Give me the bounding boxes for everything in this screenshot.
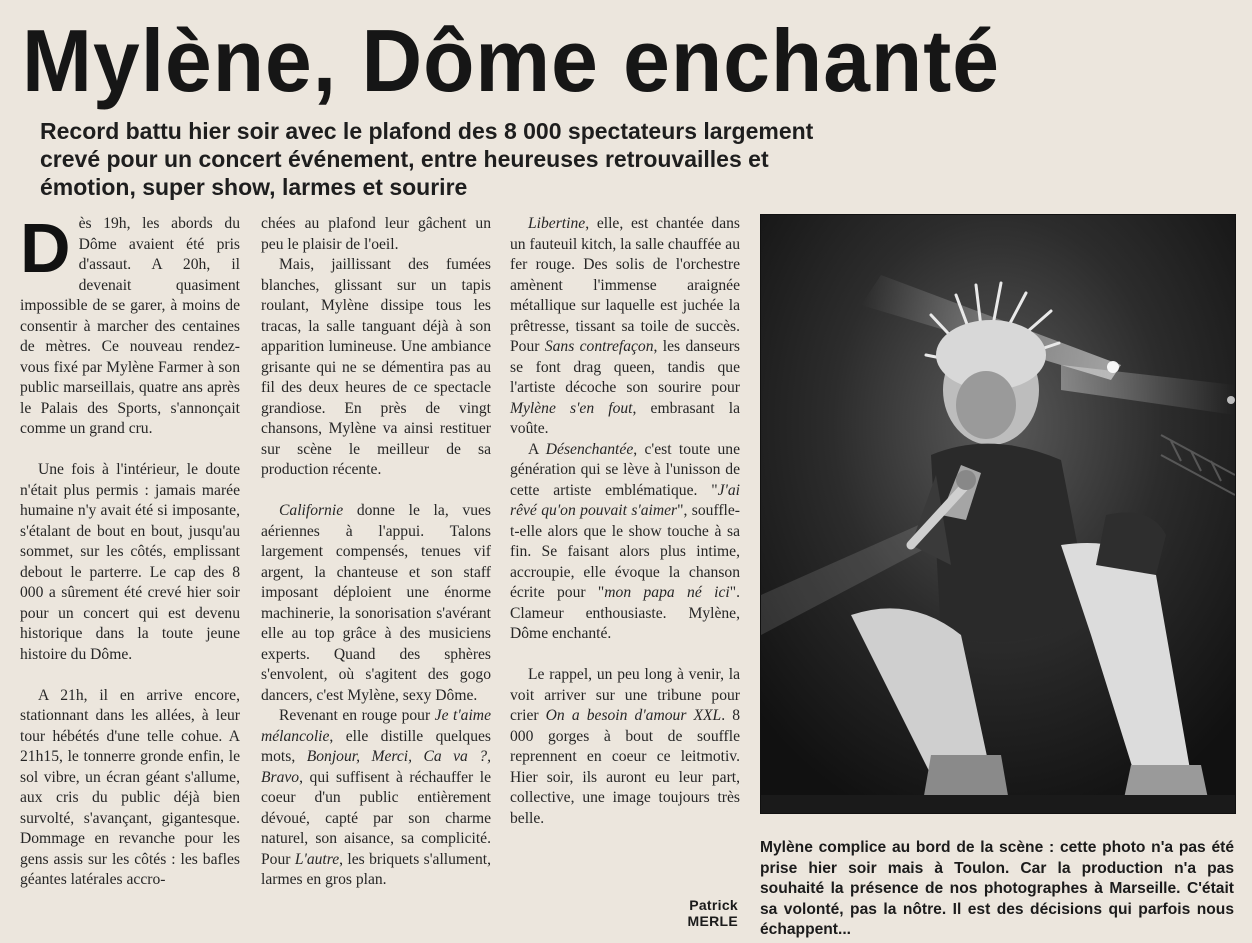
paragraph-text: A: [528, 440, 546, 458]
paragraph-text: , qui suffisent à réchauffer le coeur d'un public entièrement dévoué, capté par son charme naturel, son aisance, sa complicité. Pour: [261, 768, 491, 868]
paragraph-text: Revenant en rouge pour: [279, 707, 435, 724]
paragraph-text: , les danseurs se font drag queen, tandis que l'artiste décoche son sourire pour: [510, 338, 741, 396]
paragraph: chées au plafond leur gâchent un peu le plaisir de l'oeil.: [261, 215, 491, 253]
quoted-words: Bonjour, Merci, Ca va ?, Bravo: [261, 748, 492, 786]
song-title: mon papa né ici: [604, 584, 730, 601]
article-column-3: [510, 214, 740, 850]
song-title: Libertine: [528, 215, 586, 232]
song-title: Californie: [279, 502, 344, 519]
song-title: Sans contrefaçon: [544, 338, 654, 355]
article-column-1: [20, 209, 240, 911]
song-title: J'ai rêvé qu'on pouvait s'aimer: [510, 481, 740, 519]
paragraph-text: , les briquets s'allument, larmes en gros plan.: [261, 850, 492, 888]
paragraph: Une fois à l'intérieur, le doute n'était plus permis : jamais marée humaine n'y avait été si imposante, s'étalant de bout en bout, jusqu'au sommet, sur les côtés, emplissant debout le parterre. Le cap des 8 000 a sûrement été crevé hier soir pour un concert qui est devenu historique dans la toute jeune histoire du Dôme.: [20, 461, 240, 663]
paragraph: [510, 214, 740, 440]
headline: Mylène, Dôme enchanté: [22, 11, 1000, 110]
paragraph: Mais, jaillissant des fumées blanches, glissant sur un tapis roulant, Mylène dissipe tous les tracas, la salle tanguant déjà à son apparition lumineuse. Une ambiance grisante qui ne se démentira pas au fil des deux heures de ce spectacle grandiose. En près de vingt chansons, Mylène va ainsi restituer sur scène le meilleur de sa production récente.: [261, 256, 491, 478]
paragraph-text: , embrasant la voûte.: [510, 399, 740, 437]
paragraph: [261, 706, 491, 891]
paragraph: [510, 665, 740, 829]
concert-photo-illustration: [761, 215, 1235, 813]
paragraph-text: donne le la, vues aériennes à l'appui. Talons largement compensés, tenues vif argent, la chanteuse et son staff imposant déploient une énorme machinerie, la sonorisation s'avérant elle au top grâce à des musiciens experts. Quand des sphères s'envolent, où s'agitent des gogo dancers, c'est Mylène, sexy Dôme.: [261, 502, 491, 704]
paragraph: [20, 209, 240, 440]
subtitle-line-3: émotion, super show, larmes et sourire: [40, 174, 468, 200]
paragraph: A 21h, il en arrive encore, stationnant dans les allées, à leur tour hébétés d'une telle cohue. A 21h15, le tonnerre gronde enfin, le sol vibre, un écran géant s'allume, aux cris du public déjà bien survolté, s'avançant, gigantesque. Dommage en revanche pour les gens assis sur les côtés : les bafles géantes latérales accro-: [20, 686, 240, 888]
article-column-2: [261, 214, 491, 911]
subtitle-line-1: Record battu hier soir avec le plafond des 8 000 spectateurs largement: [40, 118, 814, 144]
subtitle-line-2: crevé pour un concert événement, entre heureuses retrouvailles et: [40, 146, 769, 172]
paragraph: [510, 440, 740, 645]
paragraph-text: , elle distille quelques mots,: [261, 727, 491, 765]
drop-cap: D: [20, 209, 71, 287]
paragraph-text: , elle, est chantée dans un fauteuil kitch, la salle chauffée au fer rouge. Des solis de l'orchestre amènent l'immense araignée métallique sur laquelle est juchée la prêtresse, tissant sa toile de succès. Pour: [510, 215, 740, 355]
song-title: L'autre: [294, 850, 340, 868]
author-signature: Patrick MERLE: [687, 897, 738, 929]
concert-photo: [760, 214, 1236, 814]
song-title: Je t'aime mélancolie: [261, 707, 491, 745]
photo-caption: Mylène complice au bord de la scène : cette photo n'a pas été prise hier soir mais à Toulon. Car la production n'a pas souhaité la présence de nos photographes à Marseille. C'était sa volonté, pas la nôtre. Il est des décisions qui parfois nous échappent...: [760, 839, 1234, 939]
paragraph-text: ". Clameur enthousiaste. Mylène, Dôme enchanté.: [510, 584, 740, 642]
song-title: On a besoin d'amour XXL: [545, 707, 722, 724]
subtitle: [40, 117, 1040, 201]
song-title: Désenchantée: [545, 440, 634, 458]
paragraph-text: ", souffle-t-elle alors que le show touche à sa fin. Se faisant alors plus intime, accroupie, elle évoque la chanson écrite pour ": [510, 502, 741, 601]
paragraph: [261, 501, 491, 706]
paragraph-text: Le rappel, un peu long à venir, la voit arriver sur une tribune pour crier: [510, 666, 740, 724]
song-title: Mylène s'en fout: [510, 399, 633, 417]
paragraph-text: . 8 000 gorges à bout de souffle reprennent en coeur ce leitmotiv. Hier soir, ils auront eu leur part, collective, une image toujours très belle.: [510, 707, 740, 827]
paragraph-text: , c'est toute une génération qui se lève à l'unisson de cette artiste emblématique. ": [510, 440, 740, 499]
paragraph-text: ès 19h, les abords du Dôme avaient été pris d'assaut. A 20h, il devenait quasiment impossible de se garer, à moins de consentir à marcher des centaines de mètres. Ce nouveau rendez-vous fixé par Mylène Farmer à son public marseillais, quatre ans après le Palais des Sports, s'annonçait comme un grand cru.: [20, 215, 240, 437]
